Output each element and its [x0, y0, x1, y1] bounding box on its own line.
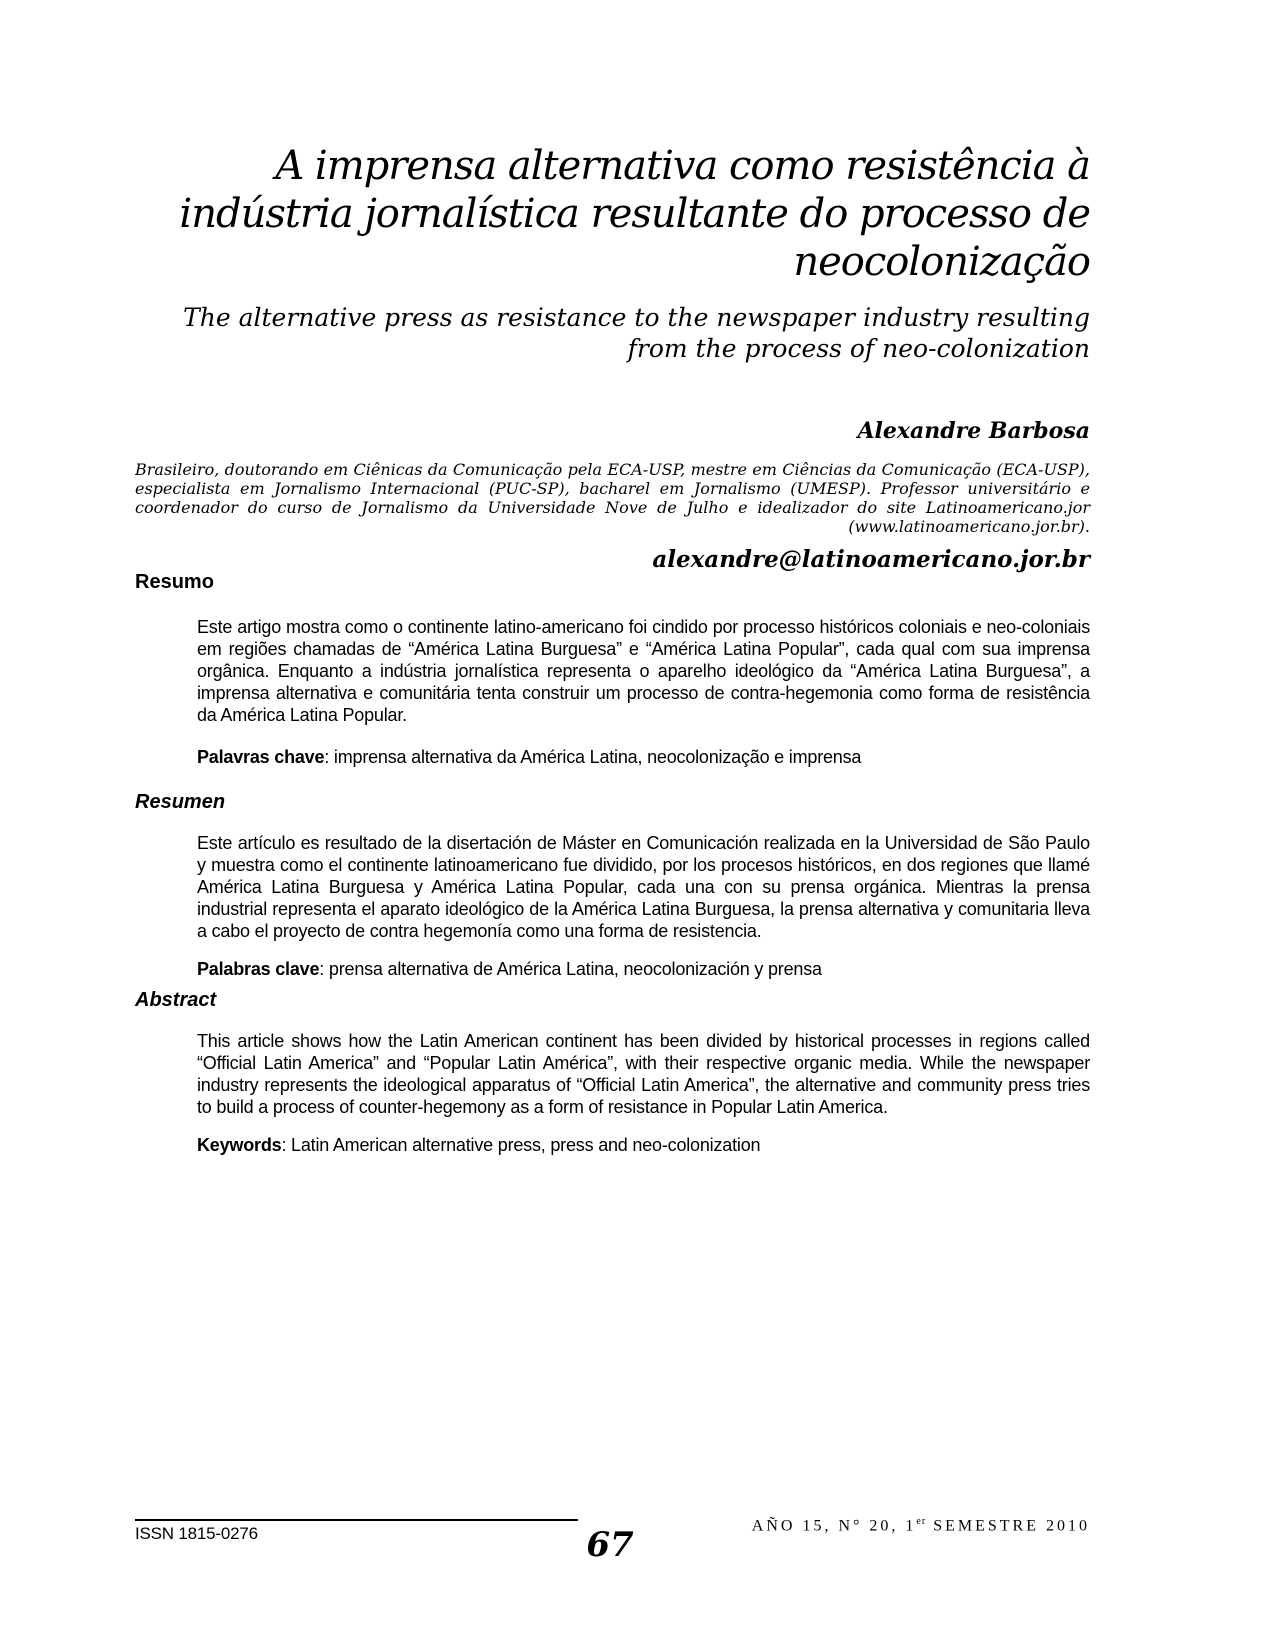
article-title-portuguese [135, 142, 1090, 286]
issue-superscript: er [916, 1516, 927, 1527]
abstract-keywords-line [197, 1134, 1090, 1156]
keywords-label: Palabras clave [197, 959, 320, 979]
issn-text: ISSN 1815-0276 [135, 1524, 258, 1543]
keywords-text: : imprensa alternativa da América Latina, neocolonização e imprensa [324, 747, 862, 767]
keywords-text: : prensa alternativa de América Latina, neocolonización y prensa [319, 959, 822, 979]
keywords-label: Keywords [197, 1135, 282, 1155]
issn-label [135, 1519, 578, 1544]
issue-prefix: AÑO 15, N° 20, 1 [751, 1517, 917, 1535]
article-title-english [135, 302, 1090, 364]
issue-suffix: SEMESTRE 2010 [926, 1517, 1090, 1535]
abstract-body: This article shows how the Latin American continent has been divided by historical processes in regions called “Official Latin America” and “Popular Latin América”, with their respective organic media. While the newspaper industry represents the ideological apparatus of “Official Latin America”, the alternative and community press tries to build a process of counter-hegemony as a form of resistance in Popular Latin America. [197, 1031, 1090, 1117]
title-line: The alternative press as resistance to the newspaper industry resulting [183, 303, 1090, 332]
title-line: neocolonização [793, 239, 1090, 285]
keywords-label: Palavras chave [197, 747, 325, 767]
author-email: alexandre@latinoamericano.jor.br [652, 546, 1090, 573]
keywords-text: : Latin American alternative press, press and neo-colonization [281, 1135, 761, 1155]
section-resumen [135, 790, 1090, 980]
author-bio: Brasileiro, doutorando em Ciênicas da Comunicação pela ECA-USP, mestre em Ciências da Comunicação (ECA-USP), especialista em Jornalismo Internacional (PUC-SP), bacharel em Jornalismo (UMESP). Professor universitário e coordenador do curso de Jornalismo da Universidade Nove de Julho e idealizador do site Latinoamericano.jor (www.latinoamericano.jor.br). [135, 460, 1090, 536]
resumen-keywords-line [197, 958, 1090, 980]
title-line: from the process of neo-colonization [627, 334, 1090, 363]
article-header [135, 142, 1090, 573]
abstract-heading: Abstract [135, 989, 217, 1011]
page-number: 67 [586, 1525, 634, 1565]
resumen-body: Este artículo es resultado de la disertación de Máster en Comunicación realizada en la Universidad de São Paulo y muestra como el continente latinoamericano fue dividido, por los procesos históricos, en dos regiones que llamé América Latina Burguesa y América Latina Popular, cada una con su prensa orgánica. Mientras la prensa industrial representa el aparato ideológico de la América Latina Burguesa, la prensa alternativa y comunitaria lleva a cabo el proyecto de contra hegemonía como una forma de resistencia. [197, 833, 1090, 941]
title-line: indústria jornalística resultante do processo de [179, 191, 1090, 237]
title-line: A imprensa alternativa como resistência à [275, 143, 1090, 189]
author-name: Alexandre Barbosa [857, 418, 1090, 444]
section-abstract [135, 988, 1090, 1156]
resumen-heading: Resumen [135, 791, 226, 813]
issue-info [752, 1516, 1090, 1535]
resumo-body: Este artigo mostra como o continente latino-americano foi cindido por processo históricos coloniais e neo-coloniais em regiões chamadas de “América Latina Burguesa” e “América Latina Popular”, cada qual com sua imprensa orgânica. Enquanto a indústria jornalística representa o aparelho ideológico da “América Latina Burguesa”, a imprensa alternativa e comunitária tenta construir um processo de contra-hegemonia como forma de resistência da América Latina Popular. [197, 617, 1090, 725]
resumo-heading: Resumo [135, 571, 214, 593]
section-resumo [135, 570, 1090, 768]
resumo-keywords-line [197, 746, 1090, 768]
